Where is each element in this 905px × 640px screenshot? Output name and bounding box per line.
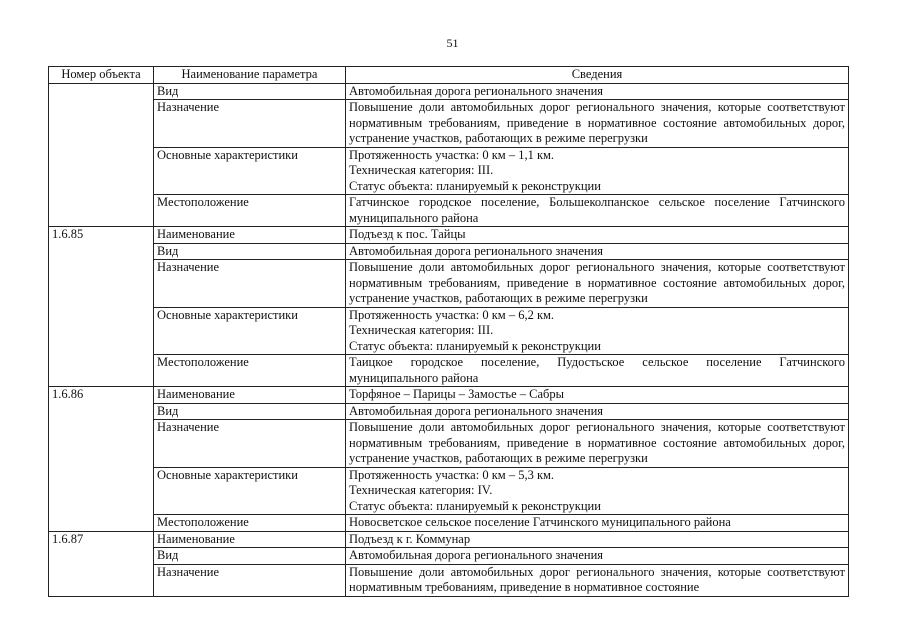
details-line: Подъезд к г. Коммунар <box>349 531 471 546</box>
parameter-name-cell: Наименование <box>154 387 346 404</box>
details-line: Повышение доли автомобильных дорог регионального значения, которые соответствуют нормативным требованиям, приведение в нормативное состояние автомобильных дорог, устранение участков, работающих в режиме перегрузки <box>349 420 845 465</box>
details-cell <box>346 355 849 387</box>
details-cell <box>346 195 849 227</box>
details-line: Автомобильная дорога регионального значения <box>349 548 604 562</box>
object-number-cell: 1.6.87 <box>49 531 154 596</box>
parameter-name-cell: Основные характеристики <box>154 467 346 515</box>
details-cell <box>346 227 849 244</box>
details-cell <box>346 243 849 260</box>
details-line: Автомобильная дорога регионального значения <box>349 403 604 418</box>
table-row <box>49 195 849 227</box>
table-row <box>49 467 849 515</box>
table-row <box>49 531 849 548</box>
details-line: Гатчинское городское поселение, Большеколпанское сельское поселение Гатчинского муниципального района <box>349 195 845 225</box>
parameter-name-cell: Вид <box>154 83 346 100</box>
details-line: Повышение доли автомобильных дорог регионального значения, которые соответствуют нормативным требованиям, приведение в нормативное состояние автомобильных дорог, устранение участков, работающих в режиме перегрузки <box>349 100 845 145</box>
object-number-cell: 1.6.85 <box>49 227 154 387</box>
details-cell <box>346 515 849 532</box>
parameter-name-cell: Назначение <box>154 564 346 596</box>
object-number-cell: 1.6.86 <box>49 387 154 532</box>
header-object-number: Номер объекта <box>49 67 154 84</box>
details-cell <box>346 531 849 548</box>
table-row <box>49 260 849 308</box>
object-number-cell <box>49 83 154 227</box>
details-cell <box>346 387 849 404</box>
table-row <box>49 100 849 148</box>
details-line: Протяженность участка: 0 км – 5,3 км. <box>349 467 555 482</box>
details-cell <box>346 83 849 100</box>
details-cell <box>346 467 849 515</box>
table-row <box>49 387 849 404</box>
table-body <box>49 83 849 596</box>
parameter-name-cell: Основные характеристики <box>154 147 346 195</box>
table-row <box>49 355 849 387</box>
table-row <box>49 243 849 260</box>
details-cell <box>346 260 849 308</box>
details-cell <box>346 147 849 195</box>
details-cell <box>346 564 849 596</box>
parameter-name-cell: Назначение <box>154 100 346 148</box>
objects-table <box>48 66 849 597</box>
table-row <box>49 403 849 420</box>
details-cell <box>346 307 849 355</box>
table-row <box>49 227 849 244</box>
details-line: Протяженность участка: 0 км – 1,1 км. <box>349 147 555 162</box>
details-line: Техническая категория: IV. <box>349 483 493 497</box>
parameter-name-cell: Вид <box>154 243 346 260</box>
details-line: Торфяное – Парицы – Замостье – Сабры <box>349 387 565 401</box>
table-row <box>49 515 849 532</box>
header-details: Сведения <box>346 67 849 84</box>
details-line: Новосветское сельское поселение Гатчинского муниципального района <box>349 515 731 529</box>
table-row <box>49 548 849 565</box>
details-cell <box>346 403 849 420</box>
parameter-name-cell: Основные характеристики <box>154 307 346 355</box>
details-line: Автомобильная дорога регионального значения <box>349 243 604 258</box>
parameter-name-cell: Назначение <box>154 260 346 308</box>
table-header-row <box>49 67 849 84</box>
details-cell <box>346 420 849 468</box>
table-row <box>49 307 849 355</box>
page-number: 51 <box>446 36 459 50</box>
details-cell <box>346 100 849 148</box>
details-line: Таицкое городское поселение, Пудостьское сельское поселение Гатчинского муниципального района <box>349 355 845 385</box>
details-line: Повышение доли автомобильных дорог регионального значения, которые соответствуют нормативным требованиям, приведение в нормативное состояние <box>349 564 845 594</box>
parameter-name-cell: Наименование <box>154 227 346 244</box>
table-row <box>49 147 849 195</box>
details-line: Статус объекта: планируемый к реконструкции <box>349 498 601 513</box>
parameter-name-cell: Назначение <box>154 420 346 468</box>
parameter-name-cell: Вид <box>154 403 346 420</box>
details-cell <box>346 548 849 565</box>
table-row <box>49 420 849 468</box>
details-line: Техническая категория: III. <box>349 163 494 177</box>
parameter-name-cell: Местоположение <box>154 195 346 227</box>
parameter-name-cell: Вид <box>154 548 346 565</box>
details-line: Повышение доли автомобильных дорог регионального значения, которые соответствуют нормативным требованиям, приведение в нормативное состояние автомобильных дорог, устранение участков, работающих в режиме перегрузки <box>349 260 845 305</box>
details-line: Протяженность участка: 0 км – 6,2 км. <box>349 307 555 322</box>
header-parameter-name: Наименование параметра <box>154 67 346 84</box>
table-row <box>49 83 849 100</box>
details-line: Техническая категория: III. <box>349 323 494 337</box>
details-line: Подъезд к пос. Тайцы <box>349 227 466 241</box>
parameter-name-cell: Местоположение <box>154 355 346 387</box>
parameter-name-cell: Местоположение <box>154 515 346 532</box>
parameter-name-cell: Наименование <box>154 531 346 548</box>
table-row <box>49 564 849 596</box>
details-line: Автомобильная дорога регионального значения <box>349 83 604 98</box>
details-line: Статус объекта: планируемый к реконструкции <box>349 338 601 353</box>
details-line: Статус объекта: планируемый к реконструкции <box>349 178 601 193</box>
